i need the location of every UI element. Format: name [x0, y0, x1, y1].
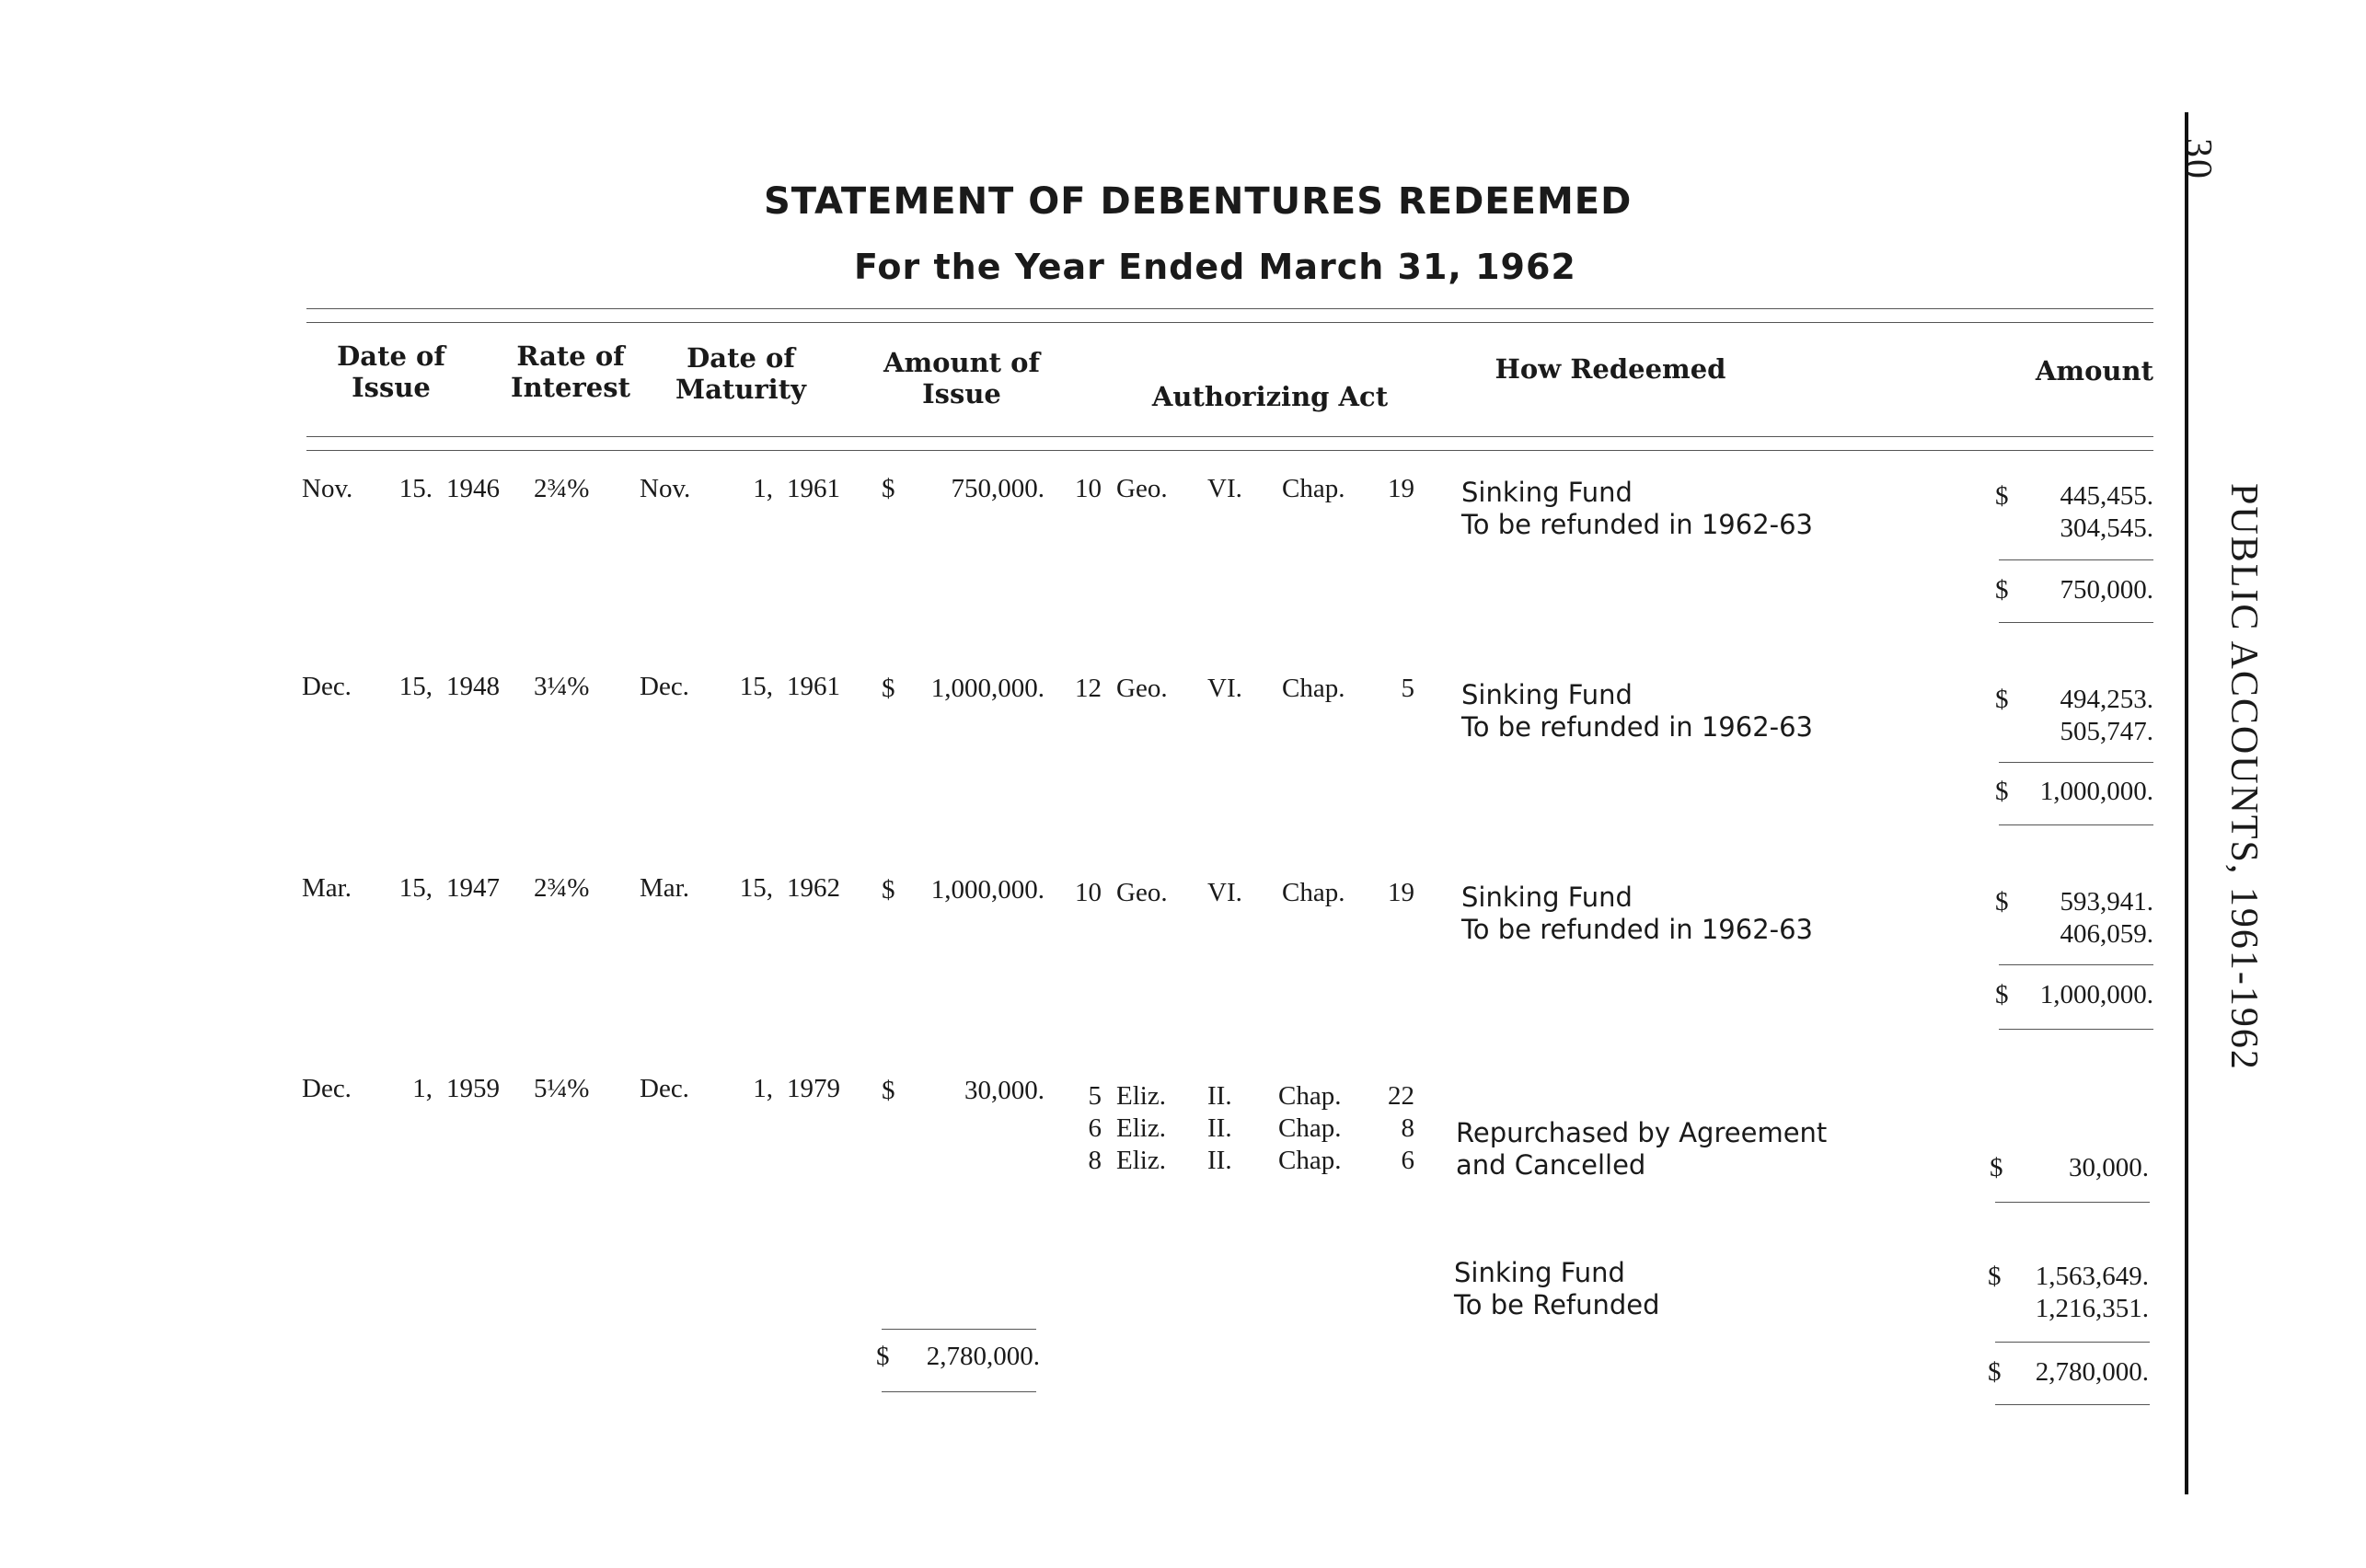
issue-day: 1, [412, 1074, 433, 1103]
header-rate-of-interest [502, 340, 640, 403]
summary-currency: $ [1988, 1262, 2002, 1291]
issue-amount: 1,000,000. [930, 875, 1045, 905]
act-year: 8 [1088, 1146, 1102, 1175]
page-subtitle: For the Year Ended March 31, 1962 [854, 247, 1576, 287]
maturity-day: 1, [753, 1074, 773, 1103]
total-currency: $ [1995, 777, 2009, 806]
amount-value: 445,455. [2060, 481, 2153, 511]
how-redeemed-line: and Cancelled [1456, 1149, 1646, 1181]
grand-total-rule [1995, 1404, 2150, 1405]
total-value: 750,000. [2060, 575, 2153, 605]
act-year: 12 [1075, 674, 1102, 703]
total-rule [1999, 622, 2153, 623]
how-redeemed-line: To be refunded in 1962-63 [1461, 914, 1814, 945]
header-amount-issue-line1: Amount of [883, 347, 1040, 378]
grand-total-currency: $ [1988, 1357, 2002, 1387]
total-currency: $ [1995, 980, 2009, 1009]
header-rule-bottom-1 [306, 436, 2153, 437]
header-rule-top-1 [306, 308, 2153, 309]
amount-currency: $ [1990, 1153, 2003, 1182]
maturity-month: Mar. [640, 873, 689, 903]
subtotal-rule [1999, 762, 2153, 763]
how-redeemed-line: To be refunded in 1962-63 [1461, 509, 1814, 540]
act-chap-number: 19 [1388, 474, 1414, 503]
issue-total-currency: $ [876, 1342, 890, 1371]
maturity-month: Dec. [640, 672, 689, 701]
act-year: 5 [1088, 1081, 1102, 1111]
act-sovereign: Geo. [1116, 674, 1168, 703]
header-date-of-issue-line1: Date of [337, 340, 445, 372]
header-rate-line1: Rate of [516, 340, 625, 372]
amount-currency: $ [1995, 887, 2009, 917]
issue-currency: $ [882, 1076, 895, 1105]
issue-amount: 1,000,000. [930, 674, 1045, 703]
how-redeemed-line: Sinking Fund [1461, 882, 1633, 913]
summary-label: Sinking Fund [1454, 1257, 1625, 1288]
header-amount: Amount [2035, 355, 2153, 386]
page-title: STATEMENT OF DEBENTURES REDEEMED [764, 180, 1633, 223]
act-chap-label: Chap. [1282, 474, 1345, 503]
header-date-of-issue-line2: Issue [352, 372, 431, 403]
issue-year: 1947 [446, 873, 500, 903]
subtotal-rule [1999, 964, 2153, 965]
act-chap-label: Chap. [1278, 1146, 1342, 1175]
total-rule [1995, 1202, 2150, 1203]
issue-currency: $ [882, 875, 895, 905]
issue-month: Dec. [302, 672, 352, 701]
header-maturity-line1: Date of [687, 342, 795, 374]
maturity-day: 15, [739, 873, 773, 903]
amount-value: 406,059. [2060, 919, 2153, 949]
issue-month: Nov. [302, 474, 353, 503]
total-value: 1,000,000. [2039, 980, 2153, 1009]
total-value: 1,000,000. [2039, 777, 2153, 806]
issue-year: 1946 [446, 474, 500, 503]
summary-amount: 1,216,351. [2035, 1294, 2149, 1323]
act-chap-number: 6 [1401, 1146, 1414, 1175]
grand-total: 2,780,000. [2035, 1357, 2149, 1387]
how-redeemed-line: To be refunded in 1962-63 [1461, 711, 1814, 743]
how-redeemed-line: Repurchased by Agreement [1456, 1117, 1828, 1148]
page-number: 30 [2176, 138, 2219, 180]
act-sovereign: Eliz. [1116, 1081, 1166, 1111]
summary-amount: 1,563,649. [2035, 1262, 2149, 1291]
act-chap-label: Chap. [1278, 1113, 1342, 1143]
maturity-year: 1962 [787, 873, 840, 903]
act-regnal: VI. [1207, 674, 1242, 703]
amount-currency: $ [1995, 685, 2009, 714]
amount-currency: $ [1995, 481, 2009, 511]
issue-year: 1948 [446, 672, 500, 701]
running-head: PUBLIC ACCOUNTS, 1961-1962 [2222, 483, 2265, 1071]
act-chap-number: 19 [1388, 878, 1414, 907]
act-regnal: VI. [1207, 878, 1242, 907]
issue-currency: $ [882, 474, 895, 503]
act-year: 6 [1088, 1113, 1102, 1143]
issue-currency: $ [882, 674, 895, 703]
header-amount-of-issue [870, 347, 1054, 409]
issue-year: 1959 [446, 1074, 500, 1103]
act-regnal: VI. [1207, 474, 1242, 503]
header-date-of-maturity [667, 342, 814, 405]
act-chap-number: 22 [1388, 1081, 1414, 1111]
amount-value: 593,941. [2060, 887, 2153, 917]
header-rate-line2: Interest [511, 372, 630, 403]
total-currency: $ [1995, 575, 2009, 605]
maturity-year: 1979 [787, 1074, 840, 1103]
act-sovereign: Geo. [1116, 474, 1168, 503]
interest-rate: 2¾% [534, 474, 590, 503]
summary-label: To be Refunded [1454, 1289, 1660, 1320]
issue-amount: 30,000. [964, 1076, 1045, 1105]
issue-month: Dec. [302, 1074, 352, 1103]
act-regnal: II. [1207, 1146, 1232, 1175]
issue-day: 15, [398, 672, 433, 701]
interest-rate: 5¼% [534, 1074, 590, 1103]
act-year: 10 [1075, 474, 1102, 503]
header-rule-bottom-2 [306, 450, 2153, 451]
maturity-month: Nov. [640, 474, 691, 503]
summary-subtotal-rule [1995, 1342, 2150, 1343]
act-chap-label: Chap. [1282, 674, 1345, 703]
header-date-of-issue [322, 340, 460, 403]
act-chap-label: Chap. [1278, 1081, 1342, 1111]
maturity-day: 15, [739, 672, 773, 701]
subtotal-rule [1999, 559, 2153, 560]
maturity-month: Dec. [640, 1074, 689, 1103]
header-maturity-line2: Maturity [675, 374, 806, 405]
amount-value: 304,545. [2060, 513, 2153, 543]
act-regnal: II. [1207, 1081, 1232, 1111]
issue-total-rule-top [882, 1329, 1036, 1330]
header-authorizing-act: Authorizing Act [1151, 381, 1389, 412]
maturity-year: 1961 [787, 474, 840, 503]
amount-value: 494,253. [2060, 685, 2153, 714]
act-chap-label: Chap. [1282, 878, 1345, 907]
issue-total-rule-bottom [882, 1391, 1036, 1392]
total-rule [1999, 824, 2153, 825]
amount-value: 505,747. [2060, 717, 2153, 746]
margin-rule [2185, 112, 2188, 1494]
maturity-day: 1, [753, 474, 773, 503]
amount-value: 30,000. [2069, 1153, 2149, 1182]
act-sovereign: Geo. [1116, 878, 1168, 907]
maturity-year: 1961 [787, 672, 840, 701]
act-year: 10 [1075, 878, 1102, 907]
interest-rate: 3¼% [534, 672, 590, 701]
issue-total: 2,780,000. [926, 1342, 1040, 1371]
issue-amount: 750,000. [951, 474, 1045, 503]
how-redeemed-line: Sinking Fund [1461, 679, 1633, 710]
act-sovereign: Eliz. [1116, 1146, 1166, 1175]
issue-day: 15. [398, 474, 433, 503]
act-chap-number: 5 [1401, 674, 1414, 703]
how-redeemed-line: Sinking Fund [1461, 477, 1633, 508]
header-how-redeemed: How Redeemed [1495, 353, 1726, 385]
issue-day: 15, [398, 873, 433, 903]
header-rule-top-2 [306, 322, 2153, 323]
act-chap-number: 8 [1401, 1113, 1414, 1143]
interest-rate: 2¾% [534, 873, 590, 903]
total-rule [1999, 1029, 2153, 1030]
issue-month: Mar. [302, 873, 352, 903]
act-sovereign: Eliz. [1116, 1113, 1166, 1143]
act-regnal: II. [1207, 1113, 1232, 1143]
header-amount-issue-line2: Issue [922, 378, 1001, 409]
